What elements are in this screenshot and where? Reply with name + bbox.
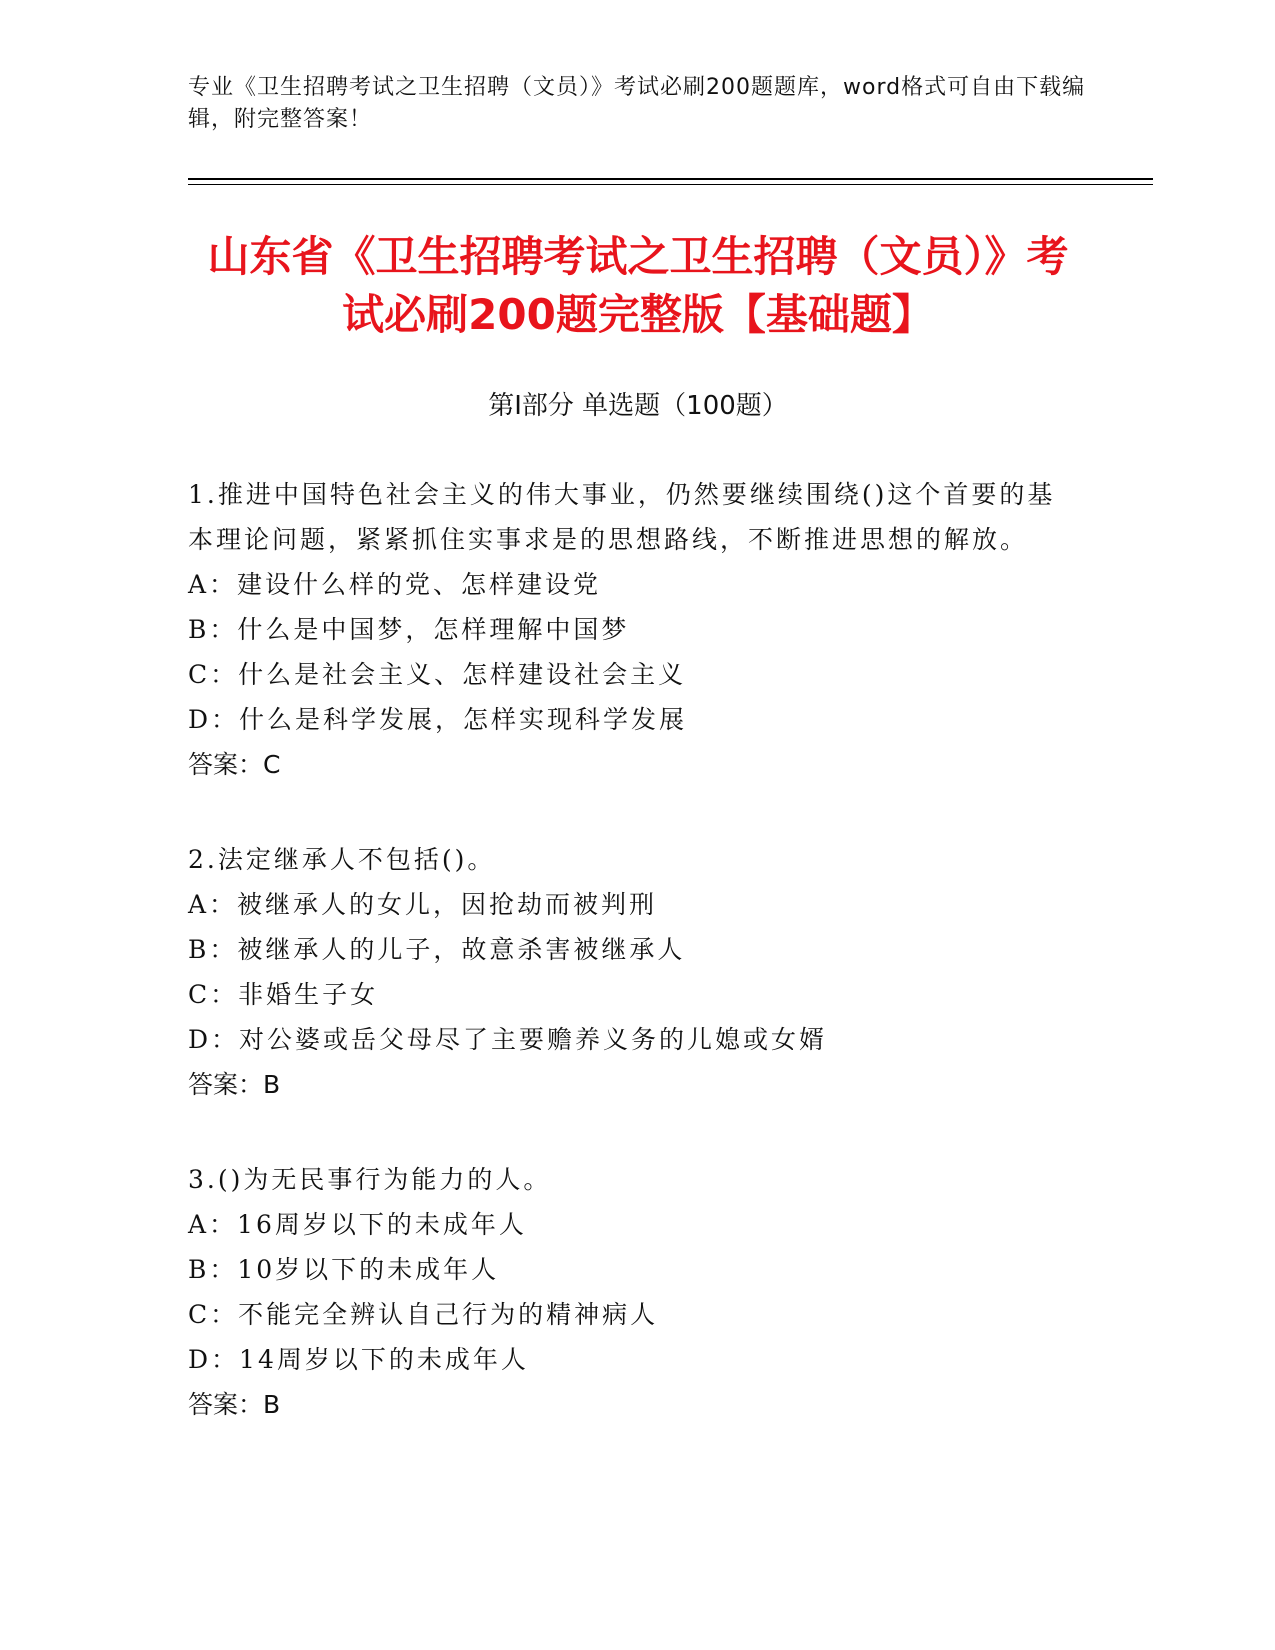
option-b: B：什么是中国梦，怎样理解中国梦 (188, 615, 630, 644)
option-a: A：被继承人的女儿，因抢劫而被判刑 (188, 890, 658, 919)
option-a: A：建设什么样的党、怎样建设党 (188, 570, 602, 599)
header-rule-thick (188, 178, 1153, 180)
option-d: D：14周岁以下的未成年人 (188, 1345, 529, 1374)
question-stem: 2.法定继承人不包括()。 (188, 845, 496, 874)
question-3 (188, 1157, 1068, 1427)
answer: 答案：C (188, 750, 281, 779)
header-note: 专业《卫生招聘考试之卫生招聘（文员）》考试必刷200题题库，word格式可自由下载编辑，附完整答案！ (188, 75, 1086, 132)
question-2 (188, 837, 1068, 1107)
option-c: C：非婚生子女 (188, 980, 379, 1009)
answer: 答案：B (188, 1070, 281, 1099)
question-list (188, 472, 1068, 1477)
document-title: 山东省《卫生招聘考试之卫生招聘（文员）》考试必刷200题完整版【基础题】 (207, 232, 1069, 339)
section-title: 第I部分 单选题（100题） (488, 391, 788, 421)
option-c: C：不能完全辨认自己行为的精神病人 (188, 1300, 659, 1329)
question-stem: 1.推进中国特色社会主义的伟大事业，仍然要继续围绕()这个首要的基本理论问题，紧紧抓住实事求是的思想路线，不断推进思想的解放。 (188, 480, 1056, 554)
option-b: B：被继承人的儿子，故意杀害被继承人 (188, 935, 686, 964)
option-d: D：对公婆或岳父母尽了主要赡养义务的儿媳或女婿 (188, 1025, 828, 1054)
question-stem: 3.()为无民事行为能力的人。 (188, 1165, 552, 1194)
header-rule-thin (188, 184, 1153, 185)
question-1 (188, 472, 1068, 787)
option-b: B：10岁以下的未成年人 (188, 1255, 500, 1284)
option-d: D：什么是科学发展，怎样实现科学发展 (188, 705, 688, 734)
option-c: C：什么是社会主义、怎样建设社会主义 (188, 660, 687, 689)
answer: 答案：B (188, 1390, 281, 1419)
option-a: A：16周岁以下的未成年人 (188, 1210, 527, 1239)
